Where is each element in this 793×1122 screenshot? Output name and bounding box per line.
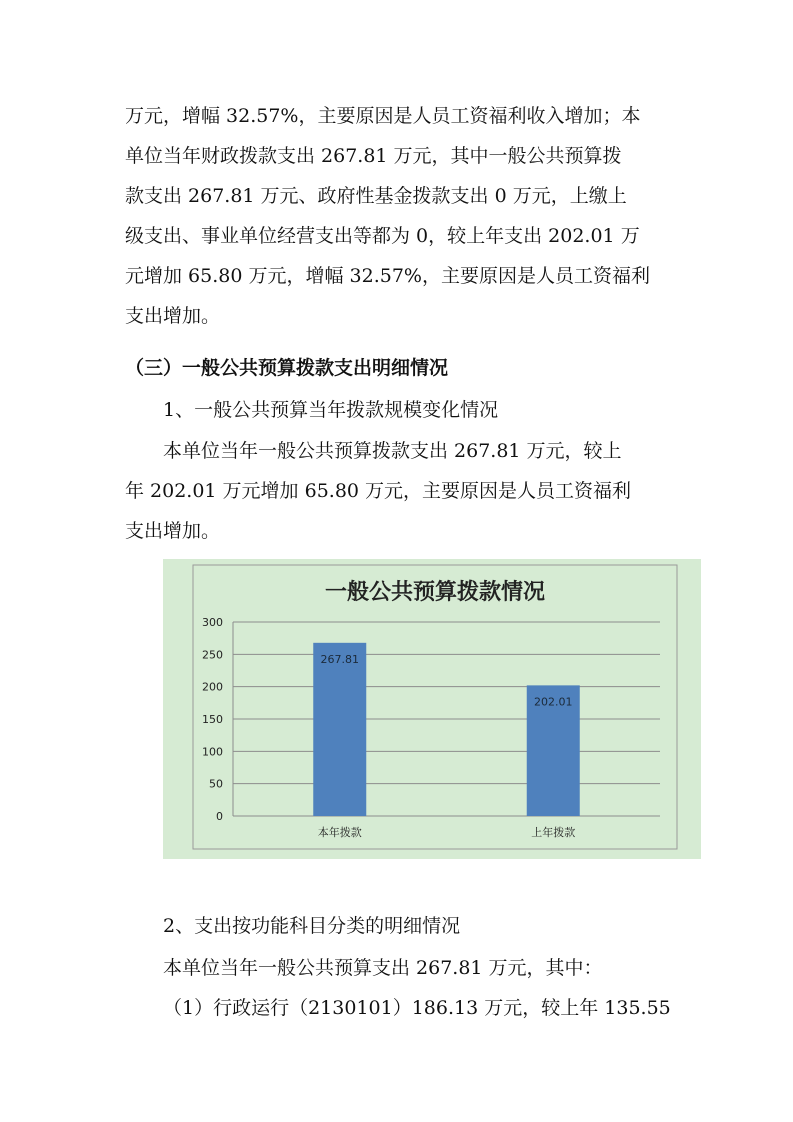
chart-frame [193, 565, 677, 849]
x-category-label: 本年拨款 [317, 826, 362, 839]
sub-heading-text: 1、一般公共预算当年拨款规模变化情况 [163, 399, 499, 421]
sub-heading-2 [125, 906, 685, 946]
y-tick-label: 300 [202, 616, 223, 629]
bar-data-label: 202.01 [534, 695, 573, 709]
paragraph-line: （1）行政运行（2130101）186.13 万元，较上年 135.55 [163, 997, 671, 1019]
paragraph-line: 本单位当年一般公共预算支出 267.81 万元，其中： [163, 957, 603, 979]
y-tick-label: 150 [202, 713, 223, 726]
x-category-label: 上年拨款 [531, 826, 576, 839]
paragraph-line: 单位当年财政拨款支出 267.81 万元，其中一般公共预算拨 [125, 145, 622, 167]
y-tick-label: 200 [202, 680, 223, 694]
paragraph-line: 年 202.01 万元增加 65.80 万元，主要原因是人员工资福利 [125, 480, 632, 502]
sub-heading-text: 2、支出按功能科目分类的明细情况 [163, 915, 461, 937]
bar-1 [313, 643, 366, 816]
paragraph-line: 元增加 65.80 万元，增幅 32.57%，主要原因是人员工资福利 [125, 265, 650, 287]
paragraph-line: 本单位当年一般公共预算拨款支出 267.81 万元，较上 [163, 440, 622, 462]
y-tick-label: 0 [216, 810, 223, 823]
y-tick-label: 50 [209, 777, 223, 791]
section-heading [125, 348, 685, 388]
budget-bar-chart [163, 559, 701, 859]
section-heading-text: （三）一般公共预算拨款支出明细情况 [125, 357, 449, 379]
bar-data-label: 267.81 [320, 652, 359, 666]
paragraph-line: 支出增加。 [125, 520, 221, 542]
sub-heading-1 [125, 390, 685, 430]
paragraph-3 [125, 948, 685, 1028]
paragraph-line: 支出增加。 [125, 305, 221, 327]
y-tick-label: 250 [202, 648, 223, 662]
paragraph-1 [125, 96, 685, 336]
paragraph-line: 级支出、事业单位经营支出等都为 0，较上年支出 202.01 万 [125, 225, 640, 247]
chart-svg [163, 559, 701, 859]
paragraph-2 [125, 431, 685, 551]
y-tick-label: 100 [202, 745, 223, 759]
chart-title: 一般公共预算拨款情况 [324, 580, 546, 605]
paragraph-line: 款支出 267.81 万元、政府性基金拨款支出 0 万元，上缴上 [125, 185, 627, 207]
paragraph-line: 万元，增幅 32.57%，主要原因是人员工资福利收入增加；本 [125, 105, 641, 127]
